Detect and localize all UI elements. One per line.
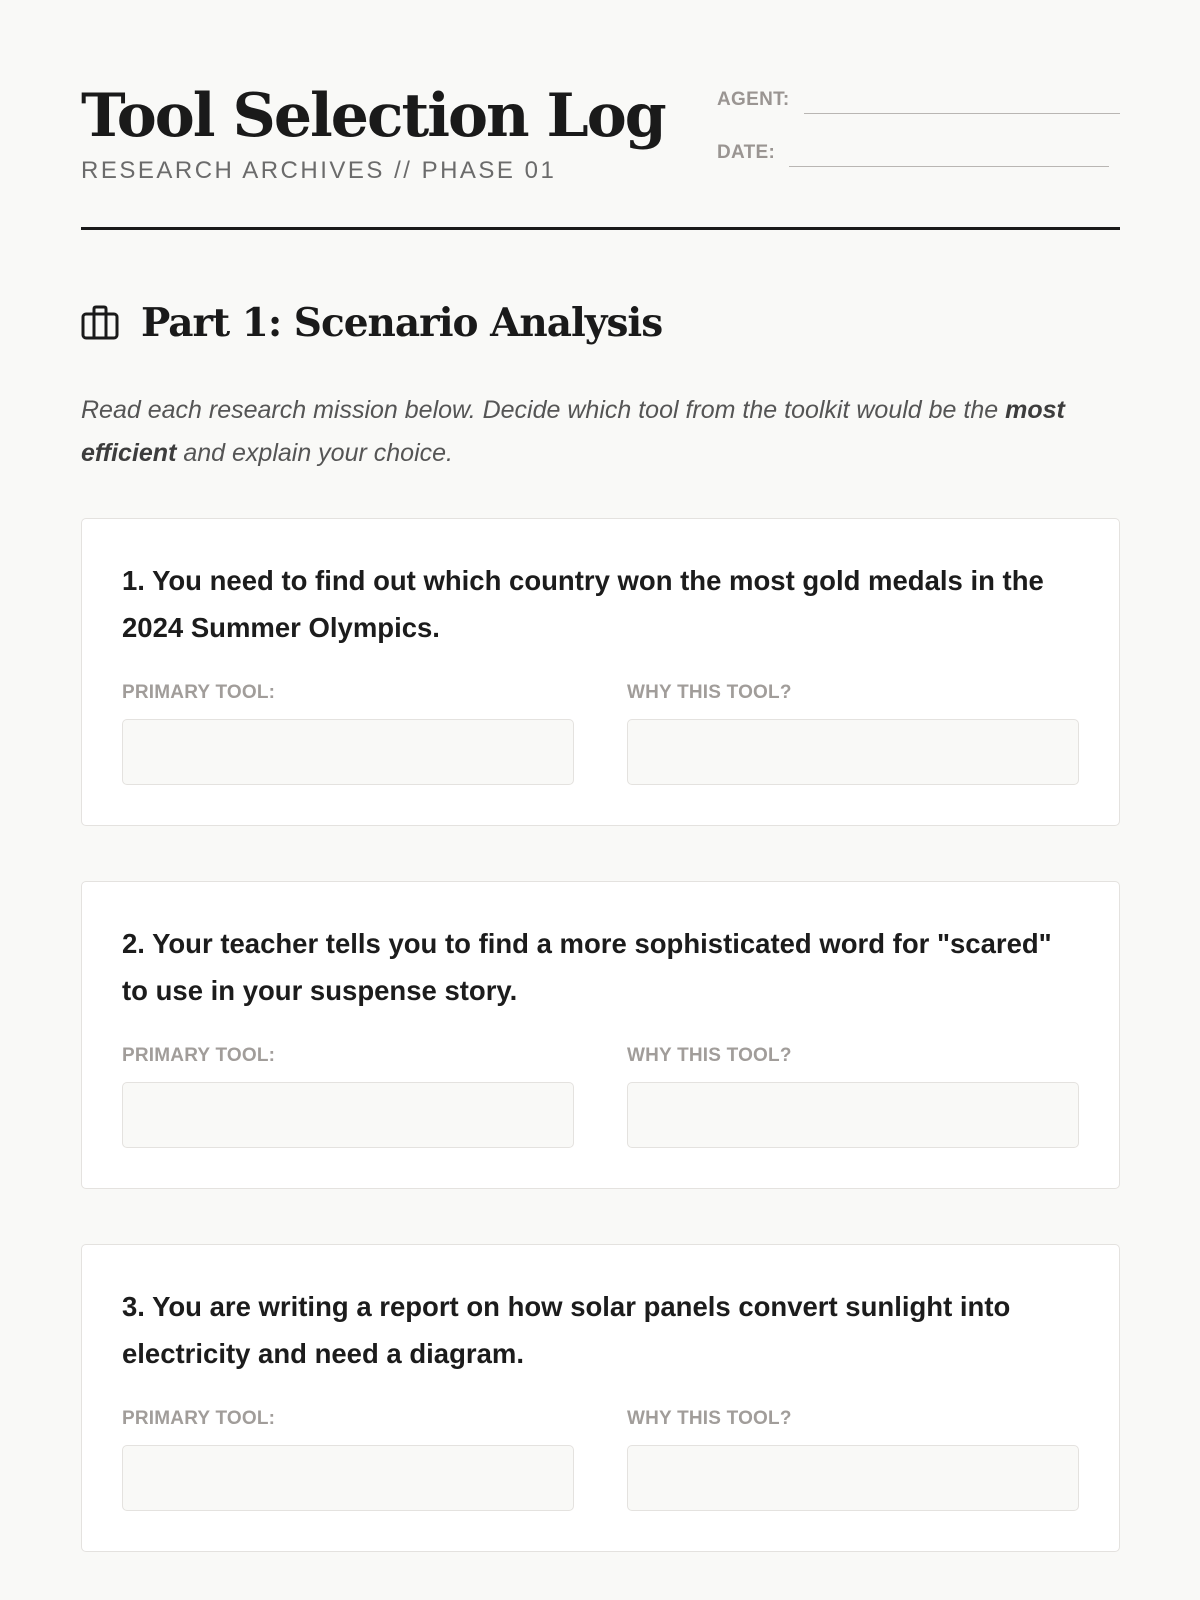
why-tool-label: WHY THIS TOOL? [627, 1408, 792, 1429]
date-field [717, 141, 1109, 165]
why-tool-input[interactable] [627, 1445, 1079, 1511]
date-label: DATE: [717, 142, 776, 163]
primary-tool-input[interactable] [122, 1082, 574, 1148]
instructions-emphasis: most efficient [81, 396, 1065, 467]
page-subtitle: RESEARCH ARCHIVES // PHASE 01 [81, 157, 557, 184]
worksheet-header [81, 0, 1120, 230]
agent-label: AGENT: [717, 89, 790, 110]
why-tool-input[interactable] [627, 1082, 1079, 1148]
question-card-3 [81, 1244, 1120, 1552]
why-tool-label: WHY THIS TOOL? [627, 682, 792, 703]
primary-tool-label: PRIMARY TOOL: [122, 1045, 276, 1066]
question-card-2 [81, 881, 1120, 1189]
section-heading [81, 295, 662, 351]
why-tool-label: WHY THIS TOOL? [627, 1045, 792, 1066]
agent-input-line[interactable] [804, 113, 1120, 114]
primary-tool-input[interactable] [122, 1445, 574, 1511]
question-text: 2. Your teacher tells you to find a more sophisticated word for "scared" to use in your suspense story. [122, 928, 1052, 1006]
worksheet-page [81, 0, 1120, 1429]
section-title: Part 1: Scenario Analysis [141, 300, 663, 346]
date-input-line[interactable] [789, 166, 1109, 167]
instructions-text-end: and explain your choice. [176, 439, 453, 467]
primary-tool-label: PRIMARY TOOL: [122, 682, 276, 703]
question-text: 3. You are writing a report on how solar panels convert sunlight into electricity and need a diagram. [122, 1291, 1011, 1369]
question-text: 1. You need to find out which country won the most gold medals in the 2024 Summer Olympics. [122, 565, 1044, 643]
agent-field [717, 88, 1120, 112]
briefcase-icon [81, 304, 119, 342]
question-card-1 [81, 518, 1120, 826]
page-title: Tool Selection Log [81, 81, 665, 151]
primary-tool-input[interactable] [122, 719, 574, 785]
instructions-text-start: Read each research mission below. Decide which tool from the toolkit would be the [81, 396, 1006, 424]
instructions [81, 389, 1091, 475]
why-tool-input[interactable] [627, 719, 1079, 785]
primary-tool-label: PRIMARY TOOL: [122, 1408, 276, 1429]
